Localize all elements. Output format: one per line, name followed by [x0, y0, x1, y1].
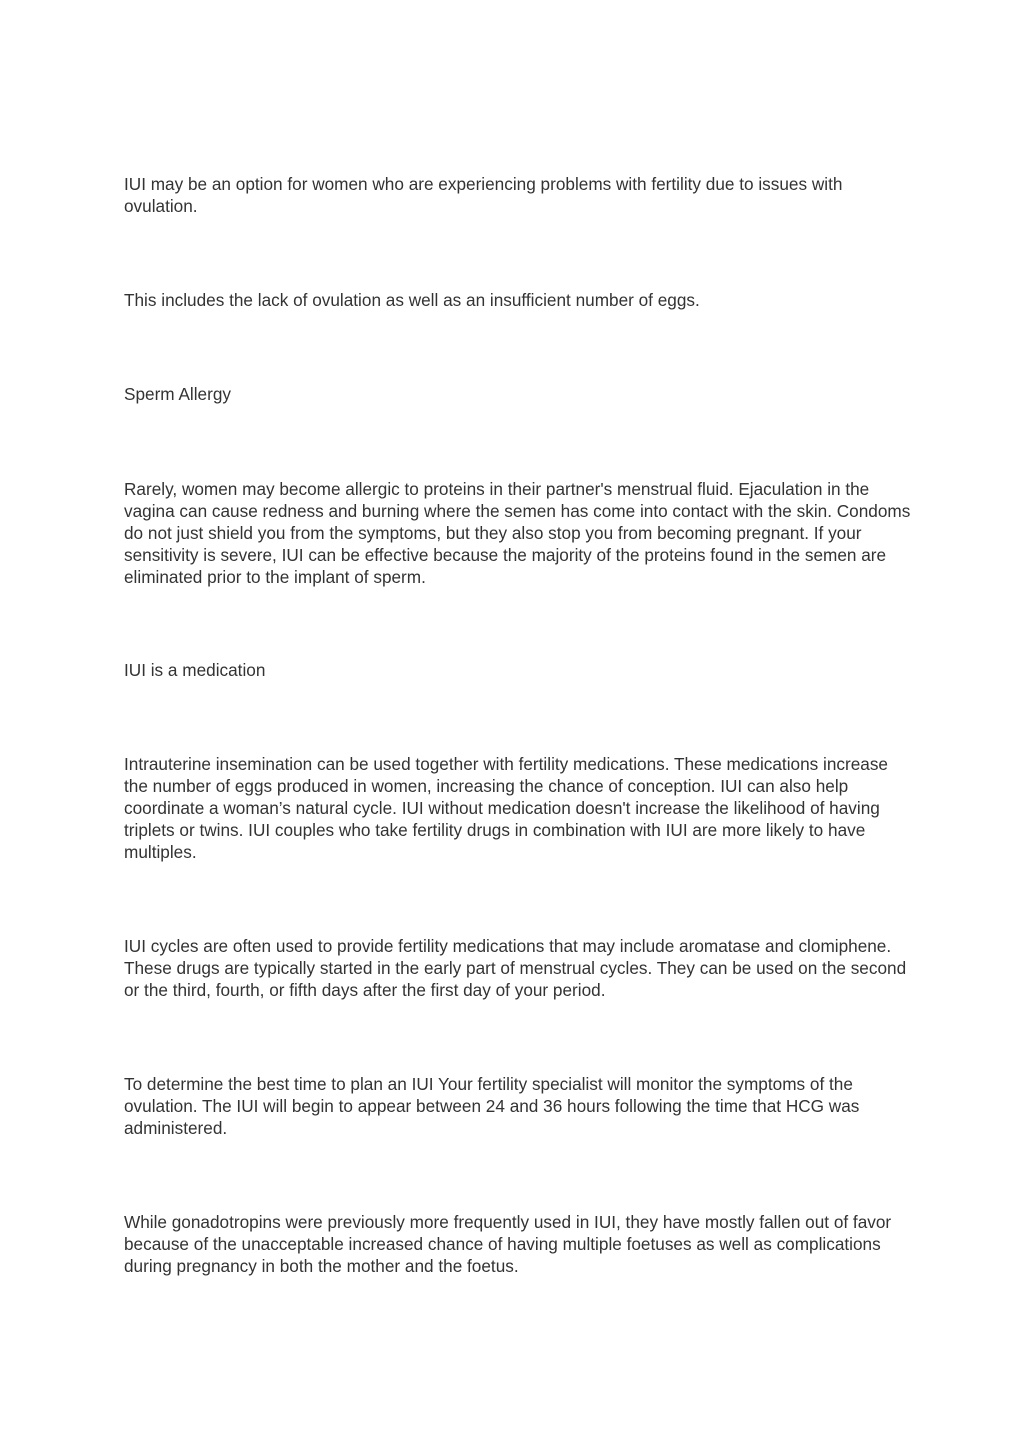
paragraph-timing: To determine the best time to plan an IUI Your fertility specialist will monitor the symptoms of the ovulation. The IUI will begin to appear between 24 and 36 hours following the time that HCG was administered. — [124, 1074, 860, 1138]
paragraph-gonadotropins: While gonadotropins were previously more frequently used in IUI, they have mostly fallen out of favor because of the unacceptable increased chance of having multiple foetuses as well as complications during pregnancy in both the mother and the foetus. — [124, 1212, 892, 1276]
heading-iui-medication: IUI is a medication — [124, 660, 266, 680]
paragraph-ovulation-intro: IUI may be an option for women who are experiencing problems with fertility due to issues with ovulation. — [124, 174, 843, 216]
paragraph-intrauterine-insemination: Intrauterine insemination can be used together with fertility medications. These medications increase the number of eggs produced in women, increasing the chance of conception. IUI can also help coordinate a woman’s natural cycle. IUI without medication doesn't increase the likelihood of having triplets or twins. IUI couples who take fertility drugs in combination with IUI are more likely to have multiples. — [124, 754, 888, 862]
paragraph-lack-of-ovulation: This includes the lack of ovulation as well as an insufficient number of eggs. — [124, 290, 700, 310]
heading-sperm-allergy: Sperm Allergy — [124, 384, 231, 404]
paragraph-sperm-allergy: Rarely, women may become allergic to proteins in their partner's menstrual fluid. Ejaculation in the vagina can cause redness and burning where the semen has come into contact with the skin. Condoms do not just shield you from the symptoms, but they also stop you from becoming pregnant. If your sensitivity is severe, IUI can be effective because the majority of the proteins found in the semen are eliminated prior to the implant of sperm. — [124, 479, 911, 587]
paragraph-iui-cycles: IUI cycles are often used to provide fertility medications that may include aromatase and clomiphene. These drugs are typically started in the early part of menstrual cycles. They can be used on the second or the third, fourth, or fifth days after the first day of your period. — [124, 936, 907, 1000]
